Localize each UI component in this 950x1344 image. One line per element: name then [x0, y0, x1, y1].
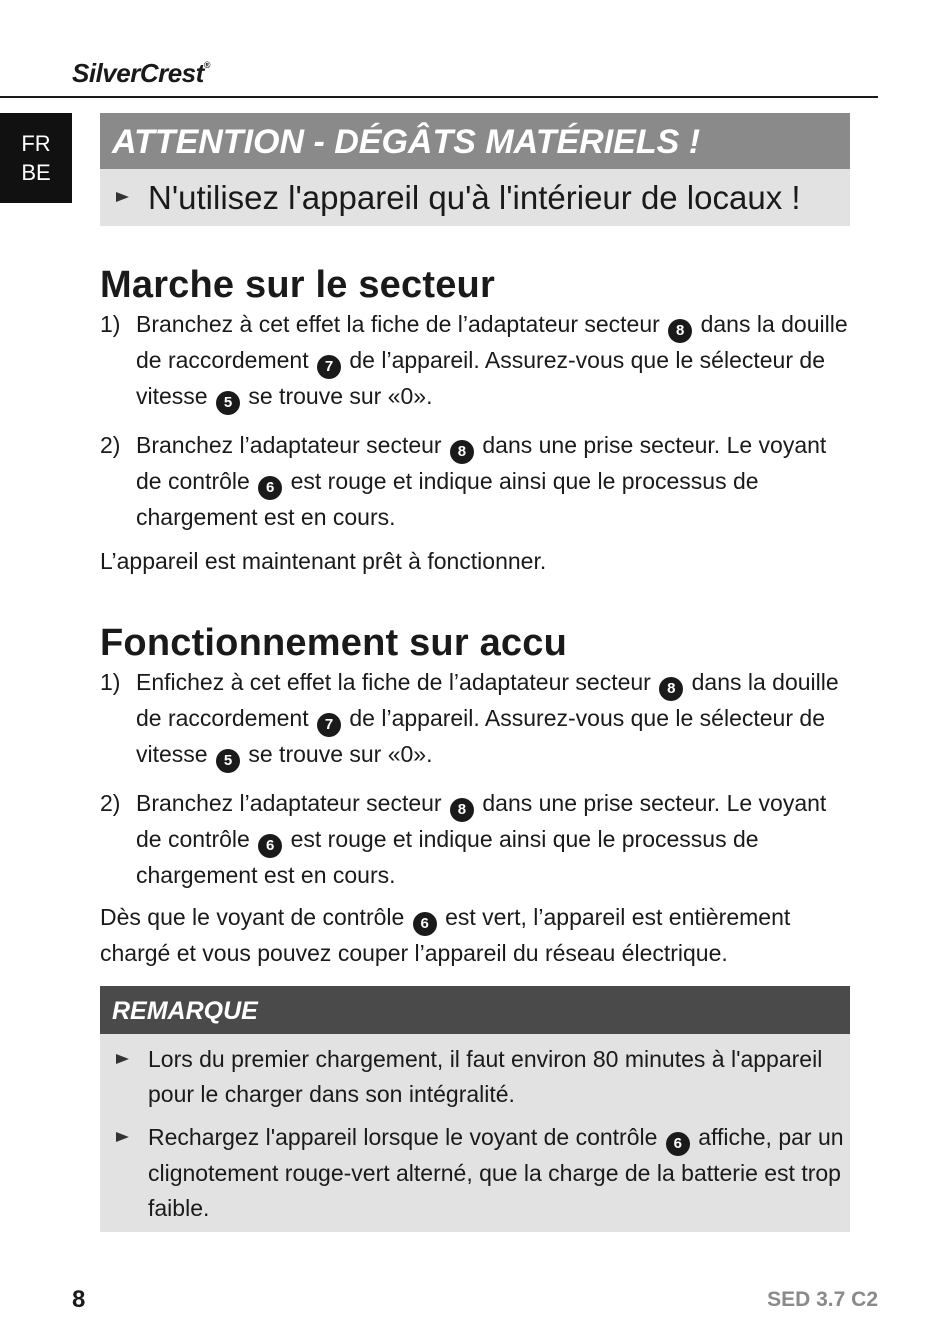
steps-list-accu: [100, 665, 850, 893]
language-tab: [0, 113, 72, 203]
step-text: de l’appareil. Assurez-vous que le sélecteur de vitesse: [136, 705, 825, 767]
model-number: SED 3.7 C2: [767, 1288, 878, 1311]
step-item: [100, 307, 850, 415]
warning-box: [100, 113, 850, 226]
brand-logo-part-1: Silver: [72, 58, 140, 88]
language-code-be: BE: [21, 160, 51, 185]
step-text: se trouve sur «0».: [248, 383, 433, 409]
step-number: 2): [100, 790, 121, 816]
section-title-accu: Fonctionnement sur accu: [100, 622, 568, 664]
reference-number-icon: 7: [317, 713, 341, 737]
step-text: est rouge et indique ainsi que le processus de chargement est en cours.: [136, 468, 759, 530]
reference-number-icon: 8: [659, 677, 683, 701]
arrow-bullet-icon: [116, 192, 129, 202]
note-text: Rechargez l'appareil lorsque le voyant de contrôle: [148, 1124, 658, 1150]
step-text: Branchez l’adaptateur secteur: [136, 790, 442, 816]
reference-number-icon: 8: [450, 440, 474, 464]
step-text: dans la douille de raccordement: [136, 311, 848, 373]
step-text: se trouve sur «0».: [248, 741, 433, 767]
reference-number-icon: 6: [666, 1132, 690, 1156]
registered-mark: ®: [203, 60, 210, 70]
reference-number-icon: 7: [317, 355, 341, 379]
arrow-bullet-icon: [116, 1054, 129, 1064]
note-item: [100, 1034, 850, 1112]
reference-number-icon: 6: [413, 912, 437, 936]
header-rule: [0, 96, 878, 98]
reference-number-icon: 6: [258, 834, 282, 858]
reference-number-icon: 5: [216, 391, 240, 415]
warning-item: [100, 169, 850, 226]
language-code-fr: FR: [21, 131, 51, 156]
step-number: 1): [100, 669, 121, 695]
step-number: 2): [100, 432, 121, 458]
arrow-bullet-icon: [116, 1132, 129, 1142]
step-text: de l’appareil. Assurez-vous que le sélecteur de vitesse: [136, 347, 825, 409]
page-content: [100, 113, 850, 1232]
step-text: dans la douille de raccordement: [136, 669, 839, 731]
step-item: [100, 786, 850, 893]
reference-number-icon: 8: [450, 798, 474, 822]
step-number: 1): [100, 311, 121, 337]
note-item: [100, 1112, 850, 1226]
step-item: [100, 665, 850, 773]
brand-logo: [72, 58, 210, 89]
warning-title: ATTENTION - DÉGÂTS MATÉRIELS !: [100, 113, 850, 169]
steps-list-secteur: [100, 307, 850, 535]
step-text: Branchez à cet effet la fiche de l’adaptateur secteur: [136, 311, 660, 337]
note-text: affiche, par un clignotement rouge-vert alterné, que la charge de la batterie est trop faible.: [148, 1124, 844, 1221]
note-item-text: Lors du premier chargement, il faut environ 80 minutes à l'appareil pour le charger dans son intégralité.: [148, 1046, 823, 1107]
paragraph-text: Dès que le voyant de contrôle: [100, 904, 405, 930]
brand-logo-part-2: Crest: [139, 58, 204, 88]
reference-number-icon: 8: [668, 319, 692, 343]
step-text: est rouge et indique ainsi que le processus de chargement est en cours.: [136, 826, 759, 888]
section-title-secteur: Marche sur le secteur: [100, 264, 495, 306]
step-text: Branchez l’adaptateur secteur: [136, 432, 442, 458]
note-item-text: [148, 1120, 850, 1226]
note-box: [100, 986, 850, 1232]
step-text: dans une prise secteur. Le voyant de contrôle: [136, 790, 827, 852]
step-item: [100, 428, 850, 535]
step-text: dans une prise secteur. Le voyant de contrôle: [136, 432, 827, 494]
warning-item-text: N'utilisez l'appareil qu'à l'intérieur de locaux !: [148, 179, 801, 216]
paragraph-text: est vert, l’appareil est entièrement chargé et vous pouvez couper l’appareil du réseau électrique.: [100, 904, 791, 966]
step-text: Enfichez à cet effet la fiche de l’adaptateur secteur: [136, 669, 651, 695]
paragraph-ready: L’appareil est maintenant prêt à fonctionner.: [100, 548, 547, 574]
paragraph-charged: [100, 900, 850, 971]
page-number: 8: [72, 1286, 86, 1313]
reference-number-icon: 6: [258, 476, 282, 500]
note-title: REMARQUE: [100, 986, 850, 1034]
reference-number-icon: 5: [216, 749, 240, 773]
